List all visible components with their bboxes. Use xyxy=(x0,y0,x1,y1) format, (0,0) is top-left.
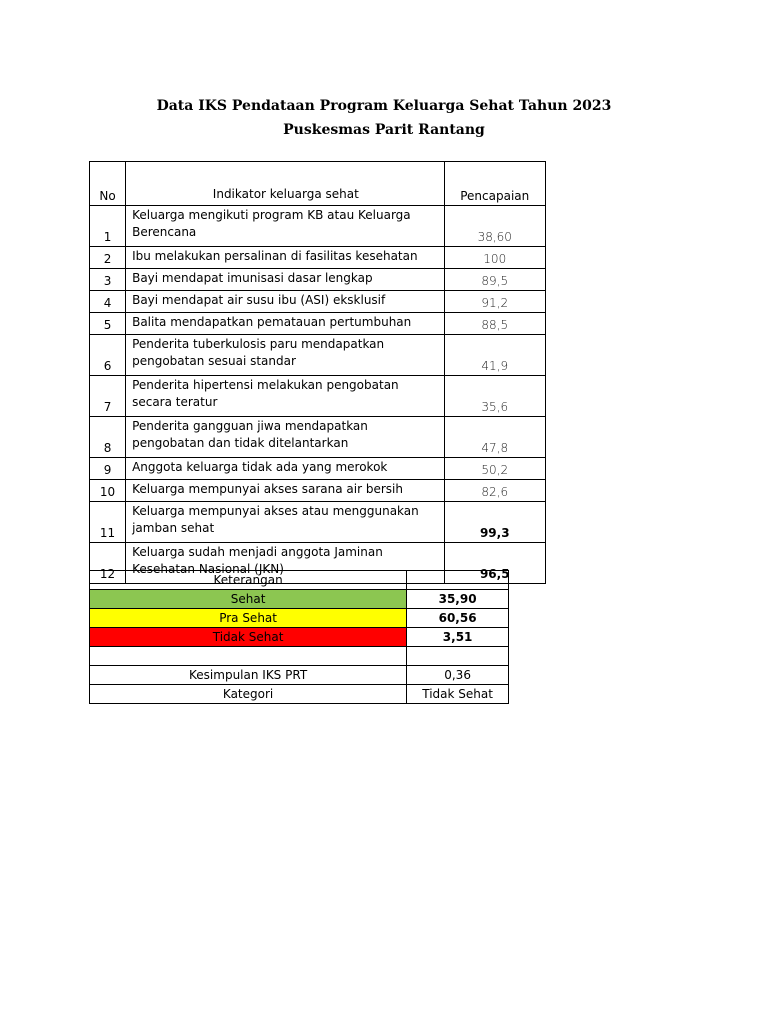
document-subtitle: Puskesmas Parit Rantang xyxy=(283,122,485,138)
row-no: 4 xyxy=(90,291,126,313)
empty-cell xyxy=(90,647,407,666)
row-pencapaian: 38,60 xyxy=(444,206,546,247)
indicator-table xyxy=(89,161,546,584)
table-row xyxy=(90,269,546,291)
row-pencapaian: 100 xyxy=(444,247,546,269)
row-indikator: Bayi mendapat imunisasi dasar lengkap xyxy=(126,269,444,291)
sehat-label: Sehat xyxy=(90,590,407,609)
row-pencapaian: 41,9 xyxy=(444,335,546,376)
row-no: 2 xyxy=(90,247,126,269)
tidak-sehat-value: 3,51 xyxy=(407,628,509,647)
document-title: Data IKS Pendataan Program Keluarga Sehat Tahun 2023 xyxy=(156,98,612,114)
row-indikator: Penderita tuberkulosis paru mendapatkan pengobatan sesuai standar xyxy=(126,335,444,376)
row-no: 3 xyxy=(90,269,126,291)
summary-row-sehat xyxy=(90,590,509,609)
empty-cell xyxy=(407,647,509,666)
summary-header-row xyxy=(90,571,509,590)
table-row xyxy=(90,335,546,376)
row-pencapaian: 96,5 xyxy=(444,543,546,584)
row-no: 8 xyxy=(90,417,126,458)
row-no: 1 xyxy=(90,206,126,247)
row-pencapaian: 82,6 xyxy=(444,480,546,502)
summary-table xyxy=(89,570,509,704)
table-row xyxy=(90,247,546,269)
table-row xyxy=(90,502,546,543)
header-pencapaian: Pencapaian xyxy=(444,162,546,206)
row-no: 9 xyxy=(90,458,126,480)
row-no: 7 xyxy=(90,376,126,417)
row-no: 5 xyxy=(90,313,126,335)
row-pencapaian: 99,3 xyxy=(444,502,546,543)
table-row xyxy=(90,376,546,417)
sehat-value: 35,90 xyxy=(407,590,509,609)
row-no: 10 xyxy=(90,480,126,502)
summary-row-tidak-sehat xyxy=(90,628,509,647)
row-no: 6 xyxy=(90,335,126,376)
row-indikator: Keluarga mengikuti program KB atau Keluarga Berencana xyxy=(126,206,444,247)
row-indikator: Keluarga mempunyai akses sarana air bersih xyxy=(126,480,444,502)
row-no: 12 xyxy=(90,543,126,584)
table-row xyxy=(90,206,546,247)
table-row xyxy=(90,458,546,480)
row-pencapaian: 50,2 xyxy=(444,458,546,480)
kesimpulan-label: Kesimpulan IKS PRT xyxy=(90,666,407,685)
header-indikator: Indikator keluarga sehat xyxy=(126,162,444,206)
summary-row-pra-sehat xyxy=(90,609,509,628)
row-no: 11 xyxy=(90,502,126,543)
keterangan-label: Keterangan xyxy=(90,571,407,590)
pra-sehat-value: 60,56 xyxy=(407,609,509,628)
table-row xyxy=(90,291,546,313)
row-pencapaian: 47,8 xyxy=(444,417,546,458)
summary-row-kesimpulan xyxy=(90,666,509,685)
table-header-row xyxy=(90,162,546,206)
keterangan-value-empty xyxy=(407,571,509,590)
row-pencapaian: 91,2 xyxy=(444,291,546,313)
row-pencapaian: 88,5 xyxy=(444,313,546,335)
row-indikator: Balita mendapatkan pematauan pertumbuhan xyxy=(126,313,444,335)
row-indikator: Ibu melakukan persalinan di fasilitas kesehatan xyxy=(126,247,444,269)
kategori-value: Tidak Sehat xyxy=(407,685,509,704)
pra-sehat-label: Pra Sehat xyxy=(90,609,407,628)
kategori-label: Kategori xyxy=(90,685,407,704)
summary-row-empty xyxy=(90,647,509,666)
row-indikator: Keluarga sudah menjadi anggota Jaminan Kesehatan Nasional (JKN) xyxy=(126,543,444,584)
table-row xyxy=(90,313,546,335)
row-indikator: Penderita hipertensi melakukan pengobatan secara teratur xyxy=(126,376,444,417)
row-indikator: Bayi mendapat air susu ibu (ASI) eksklusif xyxy=(126,291,444,313)
tidak-sehat-label: Tidak Sehat xyxy=(90,628,407,647)
table-row xyxy=(90,480,546,502)
row-indikator: Penderita gangguan jiwa mendapatkan pengobatan dan tidak ditelantarkan xyxy=(126,417,444,458)
summary-row-kategori xyxy=(90,685,509,704)
row-indikator: Anggota keluarga tidak ada yang merokok xyxy=(126,458,444,480)
row-pencapaian: 89,5 xyxy=(444,269,546,291)
table-row xyxy=(90,417,546,458)
header-no: No xyxy=(90,162,126,206)
kesimpulan-value: 0,36 xyxy=(407,666,509,685)
row-pencapaian: 35,6 xyxy=(444,376,546,417)
row-indikator: Keluarga mempunyai akses atau menggunakan jamban sehat xyxy=(126,502,444,543)
